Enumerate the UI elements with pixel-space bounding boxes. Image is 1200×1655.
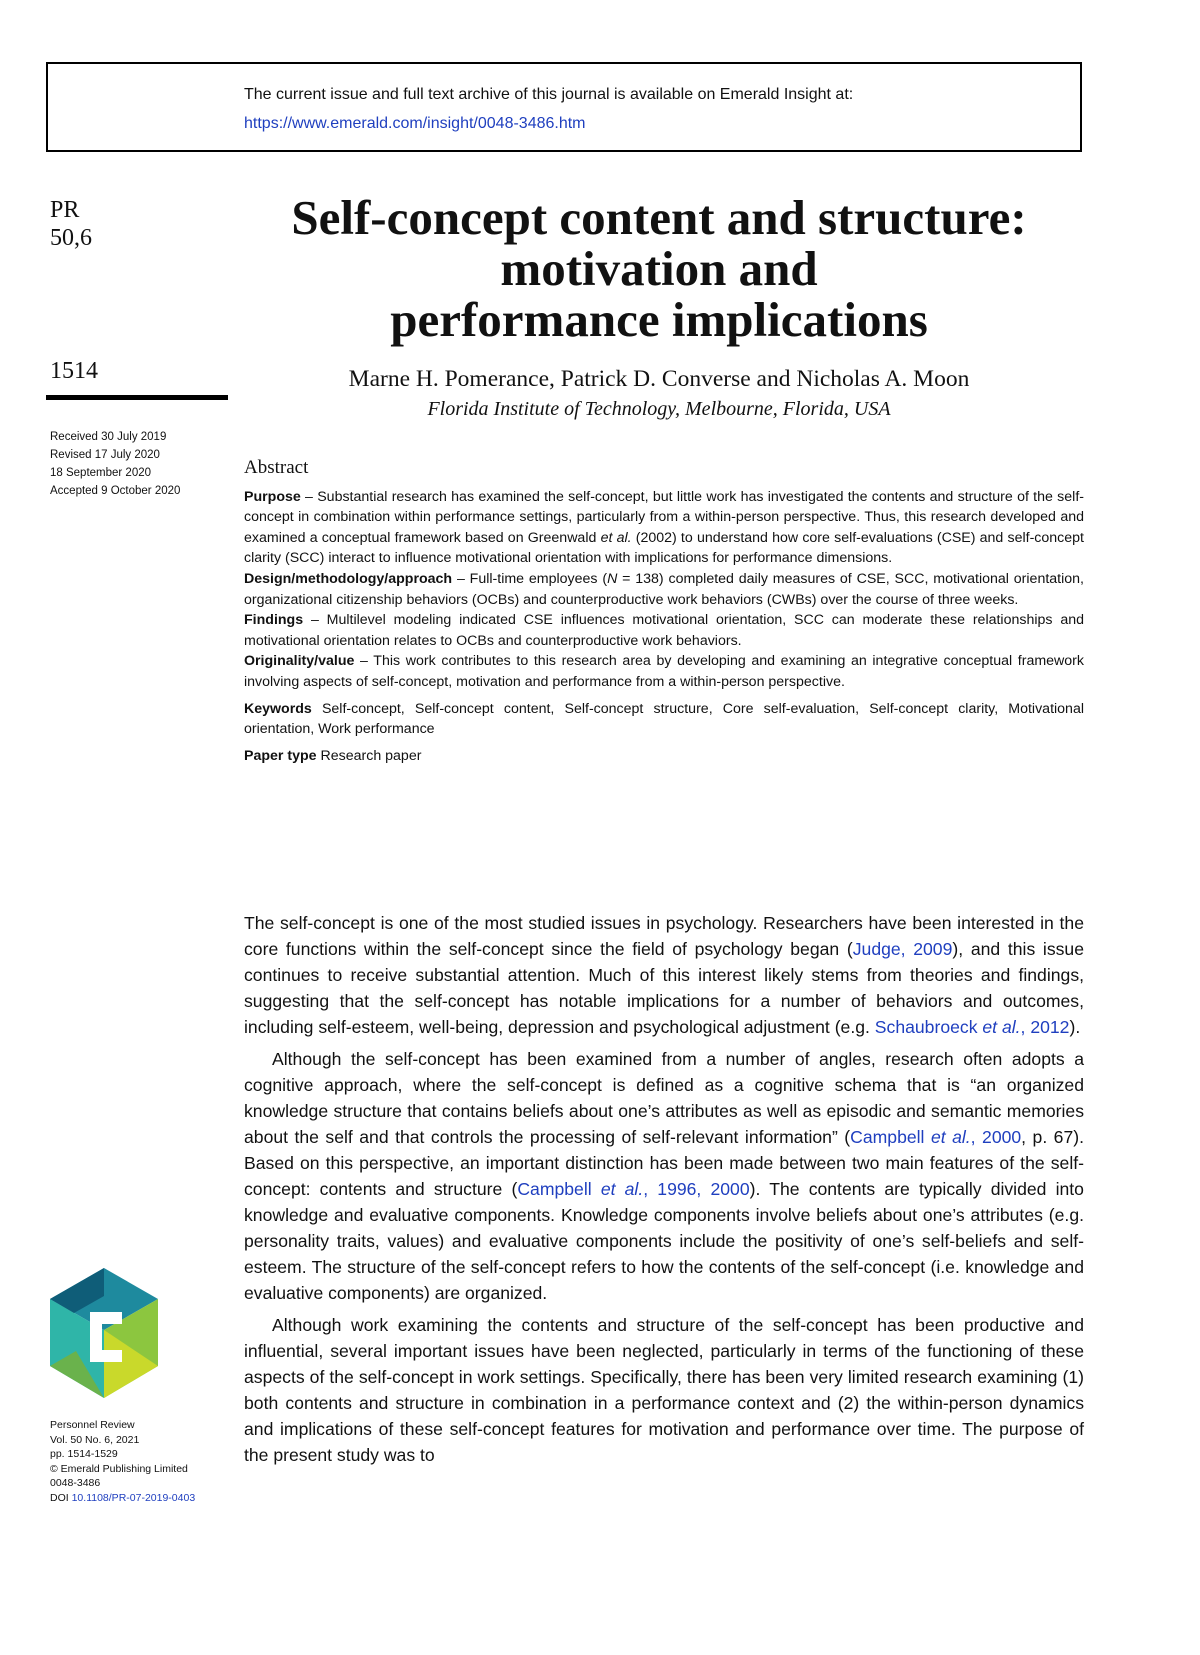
journal-access-notice [46,62,1082,152]
body-paragraph-1: The self-concept is one of the most studied issues in psychology. Researchers have been interested in the core functions within the self-concept since the field of psychology began (Judge, 2009), and this issue continues to receive substantial attention. Much of this interest likely stems from theories and findings, suggesting that the self-concept has notable implications for a number of behaviors and outcomes, including self-esteem, well-being, depression and psychological adjustment (e.g. Schaubroeck et al., 2012). [244,913,1084,1037]
title-line-1: Self-concept content and structure: [291,190,1027,245]
title-line-2: motivation and [500,241,818,296]
date-revised-2: 18 September 2020 [50,467,152,479]
design-label: Design/methodology/approach [244,570,453,587]
abstract-design: Design/methodology/approach – Full-time employees (N = 138) completed daily measures of CSE, SCC, motivational orientation, organizational citizenship behaviors (OCBs) and counterproductive work behaviors (CWBs) over the course of three weeks. [244,570,1084,608]
keywords-label: Keywords [244,700,312,717]
emerald-logo-icon [46,1266,162,1400]
doi-link[interactable]: 10.1108/PR-07-2019-0403 [71,1491,196,1504]
journal-abbreviation [50,196,92,252]
author-affiliation: Florida Institute of Technology, Melbourne, Florida, USA [427,398,891,420]
ref-campbell-1996-2000[interactable]: Campbell et al., 1996, 2000 [517,1179,750,1199]
journal-copyright: © Emerald Publishing Limited [50,1462,188,1475]
abstract-section [244,458,1084,766]
ref-judge-2009[interactable]: Judge, 2009 [852,939,953,959]
ref-campbell-2000[interactable]: Campbell et al., 2000 [850,1127,1022,1147]
purpose-label: Purpose [244,488,301,505]
journal-url-link[interactable]: https://www.emerald.com/insight/0048-3486.htm [244,115,586,132]
date-accepted: Accepted 9 October 2020 [50,485,181,497]
article-title [236,192,1082,345]
article-body [244,910,1084,1468]
journal-doi: DOI 10.1108/PR-07-2019-0403 [50,1491,196,1504]
submission-dates [50,428,180,500]
ref-schaubroeck-2012[interactable]: Schaubroeck et al., 2012 [874,1017,1070,1037]
title-line-3: performance implications [390,292,928,347]
notice-text: The current issue and full text archive of this journal is available on Emerald Insight at: [244,86,854,103]
date-revised: Revised 17 July 2020 [50,449,160,461]
journal-pages: pp. 1514-1529 [50,1448,118,1460]
abstract-keywords: Keywords Self-concept, Self-concept content, Self-concept structure, Core self-evaluation, Self-concept clarity, Motivational orientation, Work performance [244,700,1084,738]
journal-abbr-text: PR [50,197,80,223]
body-paragraph-2: Although the self-concept has been examined from a number of angles, research often adopts a cognitive approach, where the self-concept is defined as a cognitive schema that is “an organized knowledge structure that contains beliefs about one’s attributes as well as episodic and semantic memories about the self and that controls the processing of self-relevant information” (Campbell et al., 2000, p. 67). Based on this perspective, an important distinction has been made between two main features of the self-concept: contents and structure (Campbell et al., 1996, 2000). The contents are typically divided into knowledge and evaluative components. Knowledge components involve beliefs about one’s attributes (e.g. personality traits, values) and evaluative components include the positivity of one’s self-beliefs and self-esteem. The structure of the self-concept refers to how the contents of the self-concept (i.e. knowledge and evaluative components) are organized. [244,1049,1084,1303]
journal-name: Personnel Review [50,1419,135,1431]
page-number-rule [46,395,228,400]
abstract-findings: Findings – Multilevel modeling indicated CSE influences motivational orientation, SCC can moderate these relationships and motivational orientation relates to OCBs and counterproductive work behaviors. [244,612,1084,649]
volume-issue: 50,6 [50,225,92,251]
abstract-originality: Originality/value – This work contributes to this research area by developing and examining an integrative conceptual framework involving aspects of self-concept, motivation and performance from a within-person perspective. [244,653,1084,690]
journal-citation-info [50,1418,195,1505]
body-paragraph-3: Although work examining the contents and structure of the self-concept has been productive and influential, several important issues have been neglected, particularly in terms of the functioning of these aspects of the self-concept in work settings. Specifically, there has been very limited research examining (1) both contents and structure in combination in a performance context and (2) the within-person dynamics and implications of these self-concept features for motivation and performance over time. The purpose of the present study was to [244,1315,1084,1465]
article-authors: Marne H. Pomerance, Patrick D. Converse and Nicholas A. Moon [348,366,970,392]
date-received: Received 30 July 2019 [50,431,167,443]
originality-label: Originality/value [244,653,355,670]
findings-label: Findings [244,612,304,629]
page-number: 1514 [50,358,98,384]
journal-issn: 0048-3486 [50,1477,101,1489]
abstract-purpose: Purpose – Substantial research has examined the self-concept, but little work has investigated the contents and structure of the self-concept in combination within performance settings, particularly from a within-person perspective. Thus, this research developed and examined a conceptual framework based on Greenwald et al. (2002) to understand how core self-evaluations (CSE) and self-concept clarity (SCC) interact to influence motivational orientation with implications for performance dimensions. [244,488,1084,567]
paper-type-label: Paper type [244,747,317,764]
abstract-paper-type: Paper type Research paper [244,747,422,764]
journal-volume: Vol. 50 No. 6, 2021 [50,1433,140,1446]
abstract-heading: Abstract [244,457,309,478]
